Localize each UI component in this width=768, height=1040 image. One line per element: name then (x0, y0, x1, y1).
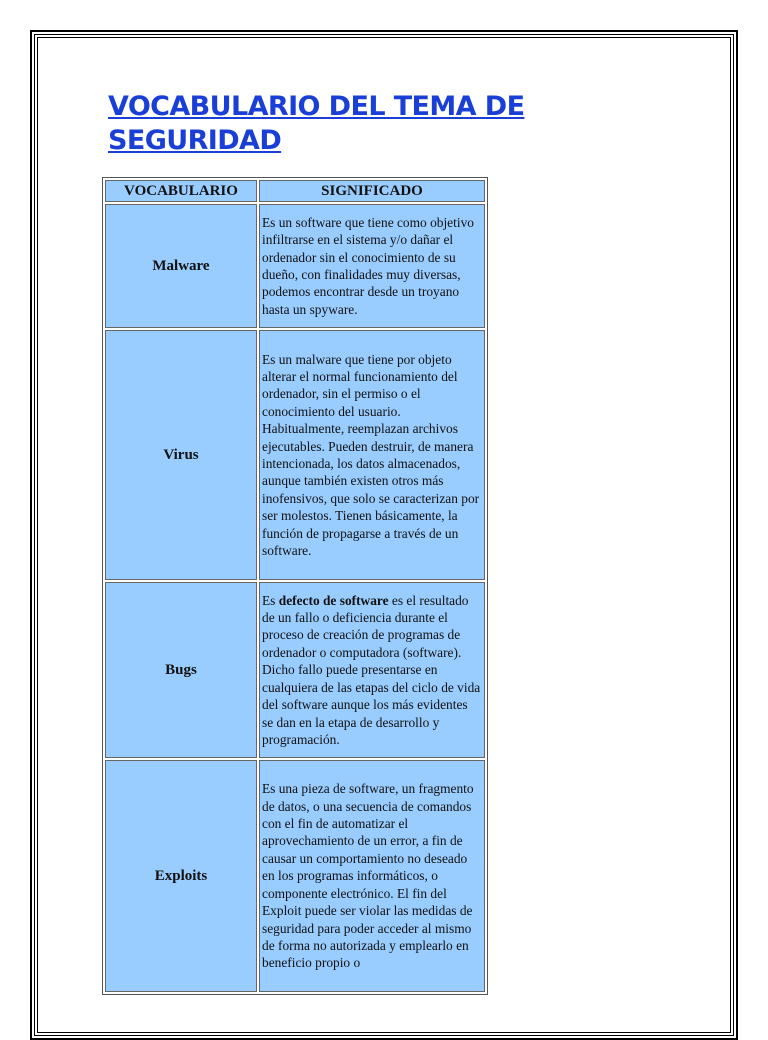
definition-cell: Es un malware que tiene por objeto alterar el normal funcionamiento del ordenador, sin el permiso o el conocimiento del usuario. Habitualmente, reemplazan archivos ejecutables. Pueden destruir, de manera intencionada, los datos almacenados, aunque también existen otros más inofensivos, que solo se caracterizan por ser molestos. Tienen básicamente, la función de propagarse a través de un software. (259, 330, 485, 580)
definition-cell: Es una pieza de software, un fragmento de datos, o una secuencia de comandos con el fin de automatizar el aprovechamiento de un error, a fin de causar un comportamiento no deseado en los programas informáticos, o componente electrónico. El fin del Exploit puede ser violar las medidas de seguridad para poder acceder al mismo de forma no autorizada y emplearlo en beneficio propio o (259, 760, 485, 992)
term-cell: Virus (105, 330, 257, 580)
definition-cell (259, 582, 485, 758)
definition-cell: Es un software que tiene como objetivo infiltrarse en el sistema y/o dañar el ordenador sin el conocimiento de su dueño, con finalidades muy diversas, podemos encontrar desde un troyano hasta un spyware. (259, 204, 485, 328)
definition-bold-term: defecto de software (278, 592, 389, 608)
term-cell: Malware (105, 204, 257, 328)
document-title: VOCABULARIO DEL TEMA DE SEGURIDAD (108, 91, 525, 156)
column-header-vocabulario: VOCABULARIO (105, 180, 257, 202)
table-row (105, 760, 485, 992)
vocabulary-table (102, 177, 488, 995)
column-header-significado: SIGNIFICADO (259, 180, 485, 202)
table-row (105, 204, 485, 328)
table-header-row (105, 180, 485, 202)
term-cell: Exploits (105, 760, 257, 992)
definition-prefix: Es (262, 592, 279, 608)
definition-rest: es el resultado de un fallo o deficiencia durante el proceso de creación de programas de ordenador o computadora (software). Dicho fallo puede presentarse en cualquiera de las etapas del ciclo de vida del software aunque los más evidentes se dan en la etapa de desarrollo y programación. (262, 592, 481, 747)
table-row (105, 330, 485, 580)
table-row (105, 582, 485, 758)
term-cell: Bugs (105, 582, 257, 758)
